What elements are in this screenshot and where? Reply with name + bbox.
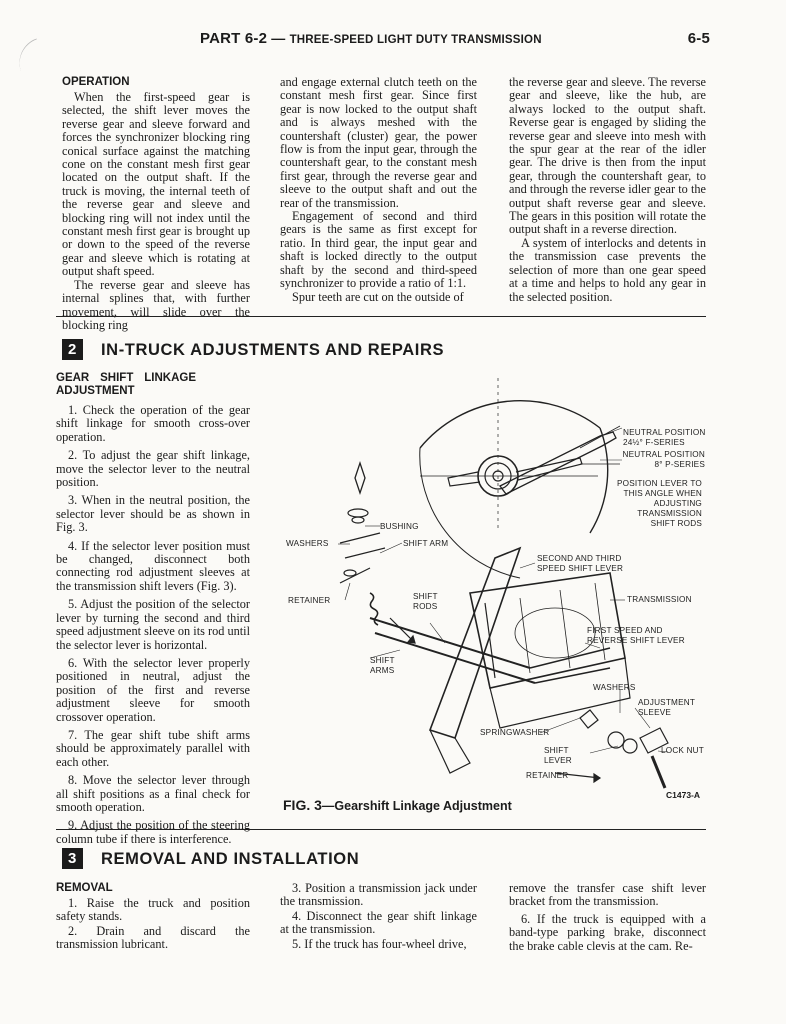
step: 5. If the truck has four-wheel drive, xyxy=(292,936,467,951)
label-springwasher: SPRINGWASHER xyxy=(480,728,550,737)
label-retainer-left: RETAINER xyxy=(288,596,331,605)
linkage-subheading: GEAR SHIFT LINKAGE ADJUSTMENT xyxy=(56,372,196,397)
step: 2. Drain and discard the transmission lubricant. xyxy=(56,923,250,952)
header-part: PART 6-2 xyxy=(200,30,268,47)
step: 6. With the selector lever properly positioned in neutral, adjust the position of the first and reverse adjustment sleeve for smooth crossover operation. xyxy=(56,655,250,724)
paragraph: Spur teeth are cut on the outside of xyxy=(292,289,464,304)
step: 5. Adjust the position of the selector lever by turning the second and third speed adjustment sleeve on its rod until the selector lever is horizontal. xyxy=(56,597,250,652)
paragraph: A system of interlocks and detents in the transmission case prevents the selection of more than one gear speed at a time and helps to hold any gear in the selected position. xyxy=(509,235,706,304)
step: 1. Raise the truck and position safety stands. xyxy=(56,896,250,924)
operation-column-1 xyxy=(62,76,250,332)
removal-column-2 xyxy=(280,882,477,956)
label-shift-arms: SHIFT ARMS xyxy=(370,656,395,675)
label-position-lever: POSITION LEVER TO THIS ANGLE WHEN ADJUSTING TRANSMISSION SHIFT RODS xyxy=(617,479,702,528)
step: 3. Position a transmission jack under the transmission. xyxy=(280,881,477,909)
figure-3-gearshift-linkage xyxy=(280,368,710,798)
caption-text: —Gearshift Linkage Adjustment xyxy=(321,799,512,813)
paragraph: remove the transfer case shift lever bracket from the transmission. xyxy=(509,881,706,909)
section-2-badge: 2 xyxy=(62,339,83,360)
figure-caption xyxy=(283,797,512,813)
removal-subheading: REMOVAL xyxy=(56,882,113,894)
step: 4. If the selector lever position must be changed, disconnect both connecting rod adjustment sleeves at the transmission shift levers (Fig. 3). xyxy=(56,538,250,593)
section-2-title-text: IN-TRUCK ADJUSTMENTS AND REPAIRS xyxy=(101,341,445,359)
label-first-reverse-lever: FIRST SPEED AND REVERSE SHIFT LEVER xyxy=(587,626,685,645)
label-bushing: BUSHING xyxy=(380,522,419,531)
section-3-title-text: REMOVAL AND INSTALLATION xyxy=(101,850,360,868)
header-dash: — xyxy=(267,30,290,46)
label-washers-left: WASHERS xyxy=(286,539,329,548)
page-header xyxy=(200,30,710,48)
label-shift-arm: SHIFT ARM xyxy=(403,539,449,548)
step: 7. The gear shift tube shift arms should be approximately parallel with each other. xyxy=(56,727,250,769)
section-3-badge: 3 xyxy=(62,848,83,869)
label-neutral-p-series: NEUTRAL POSITION 8° P-SERIES xyxy=(622,450,705,469)
section-divider xyxy=(56,829,706,830)
section-2-title xyxy=(62,339,444,361)
page-number: 6-5 xyxy=(687,30,710,47)
caption-prefix: FIG. 3 xyxy=(283,797,322,813)
label-washers-right: WASHERS xyxy=(593,683,636,692)
header-title xyxy=(200,30,542,47)
operation-column-2 xyxy=(280,76,477,304)
paragraph: When the first-speed gear is selected, the shift lever moves the reverse gear and sleeve forward and forces the synchronizer blocking ring conical surface against the matching cone on the constant mesh first gear located on the output shaft. If the truck is moving, the internal teeth of the reverse gear and sleeve and blocking ring will not index until the constant mesh first gear is brought up or down to the speed of the reverse gear and sleeve which is rotating at output shaft speed. xyxy=(62,90,250,279)
paragraph: and engage external clutch teeth on the constant mesh first gear. Since first gear is now locked to the output shaft and is always meshed with the countershaft (cluster) gear, the power flow is from the input gear, through the countershaft gear, to the constant mesh first gear, through the reverse gear and sleeve to the output shaft and out the rear of the transmission. xyxy=(280,75,477,210)
step: 1. Check the operation of the gear shift linkage for smooth cross-over operation. xyxy=(56,403,250,444)
label-neutral-f-series: NEUTRAL POSITION 24½° F-SERIES xyxy=(623,428,706,447)
label-second-third-lever: SECOND AND THIRD SPEED SHIFT LEVER xyxy=(537,554,624,573)
step: 6. If the truck is equipped with a band-type parking brake, disconnect the brake cable clevis at the cam. Re- xyxy=(509,911,706,953)
figure-code: C1473-A xyxy=(666,790,701,800)
step: 3. When in the neutral position, the selector lever should be as shown in Fig. 3. xyxy=(56,493,250,535)
step: 2. To adjust the gear shift linkage, move the selector lever to the neutral position. xyxy=(56,448,250,490)
removal-column-3 xyxy=(509,882,706,958)
label-retainer-right: RETAINER xyxy=(526,771,569,780)
label-lock-nut: LOCK NUT xyxy=(661,746,704,755)
step: 9. Adjust the position of the steering column tube if there is interference. xyxy=(56,818,250,846)
operation-column-3 xyxy=(509,76,706,304)
step: 8. Move the selector lever through all shift positions as a final check for smooth operation. xyxy=(56,773,250,814)
label-adjustment-sleeve: ADJUSTMENT SLEEVE xyxy=(638,698,696,717)
label-transmission: TRANSMISSION xyxy=(627,595,692,604)
operation-heading: OPERATION xyxy=(62,76,130,88)
removal-column-1 xyxy=(56,882,250,957)
linkage-adjustment-column xyxy=(56,372,250,851)
label-shift-rods: SHIFT RODS xyxy=(413,592,438,611)
paragraph: The reverse gear and sleeve has internal splines that, with further movement, will slide over the blocking ring xyxy=(62,277,250,332)
page-corner-mark xyxy=(12,38,46,72)
section-3-title xyxy=(62,848,359,870)
paragraph: the reverse gear and sleeve. The reverse gear and sleeve, like the hub, are always locked to the output shaft. Reverse gear is engaged by sliding the reverse gear and sleeve into mesh with the spur gear at the rear of the idler gear. The drive is then from the input gear, through the countershaft gear, to and through the reverse idler gear to the output shaft reverse gear and sleeve. The gears in this position will rotate the output shaft in a reverse direction. xyxy=(509,75,706,237)
label-shift-lever: SHIFT LEVER xyxy=(544,746,572,765)
paragraph: Engagement of second and third gears is the same as first except for ratio. In third gear, the input gear and shaft is locked directly to the output shaft by the second and third-speed synchronizer to provide a ratio of 1:1. xyxy=(280,209,477,291)
section-divider xyxy=(56,316,706,317)
step: 4. Disconnect the gear shift linkage at the transmission. xyxy=(280,908,477,937)
header-subtitle: THREE-SPEED LIGHT DUTY TRANSMISSION xyxy=(289,34,542,46)
